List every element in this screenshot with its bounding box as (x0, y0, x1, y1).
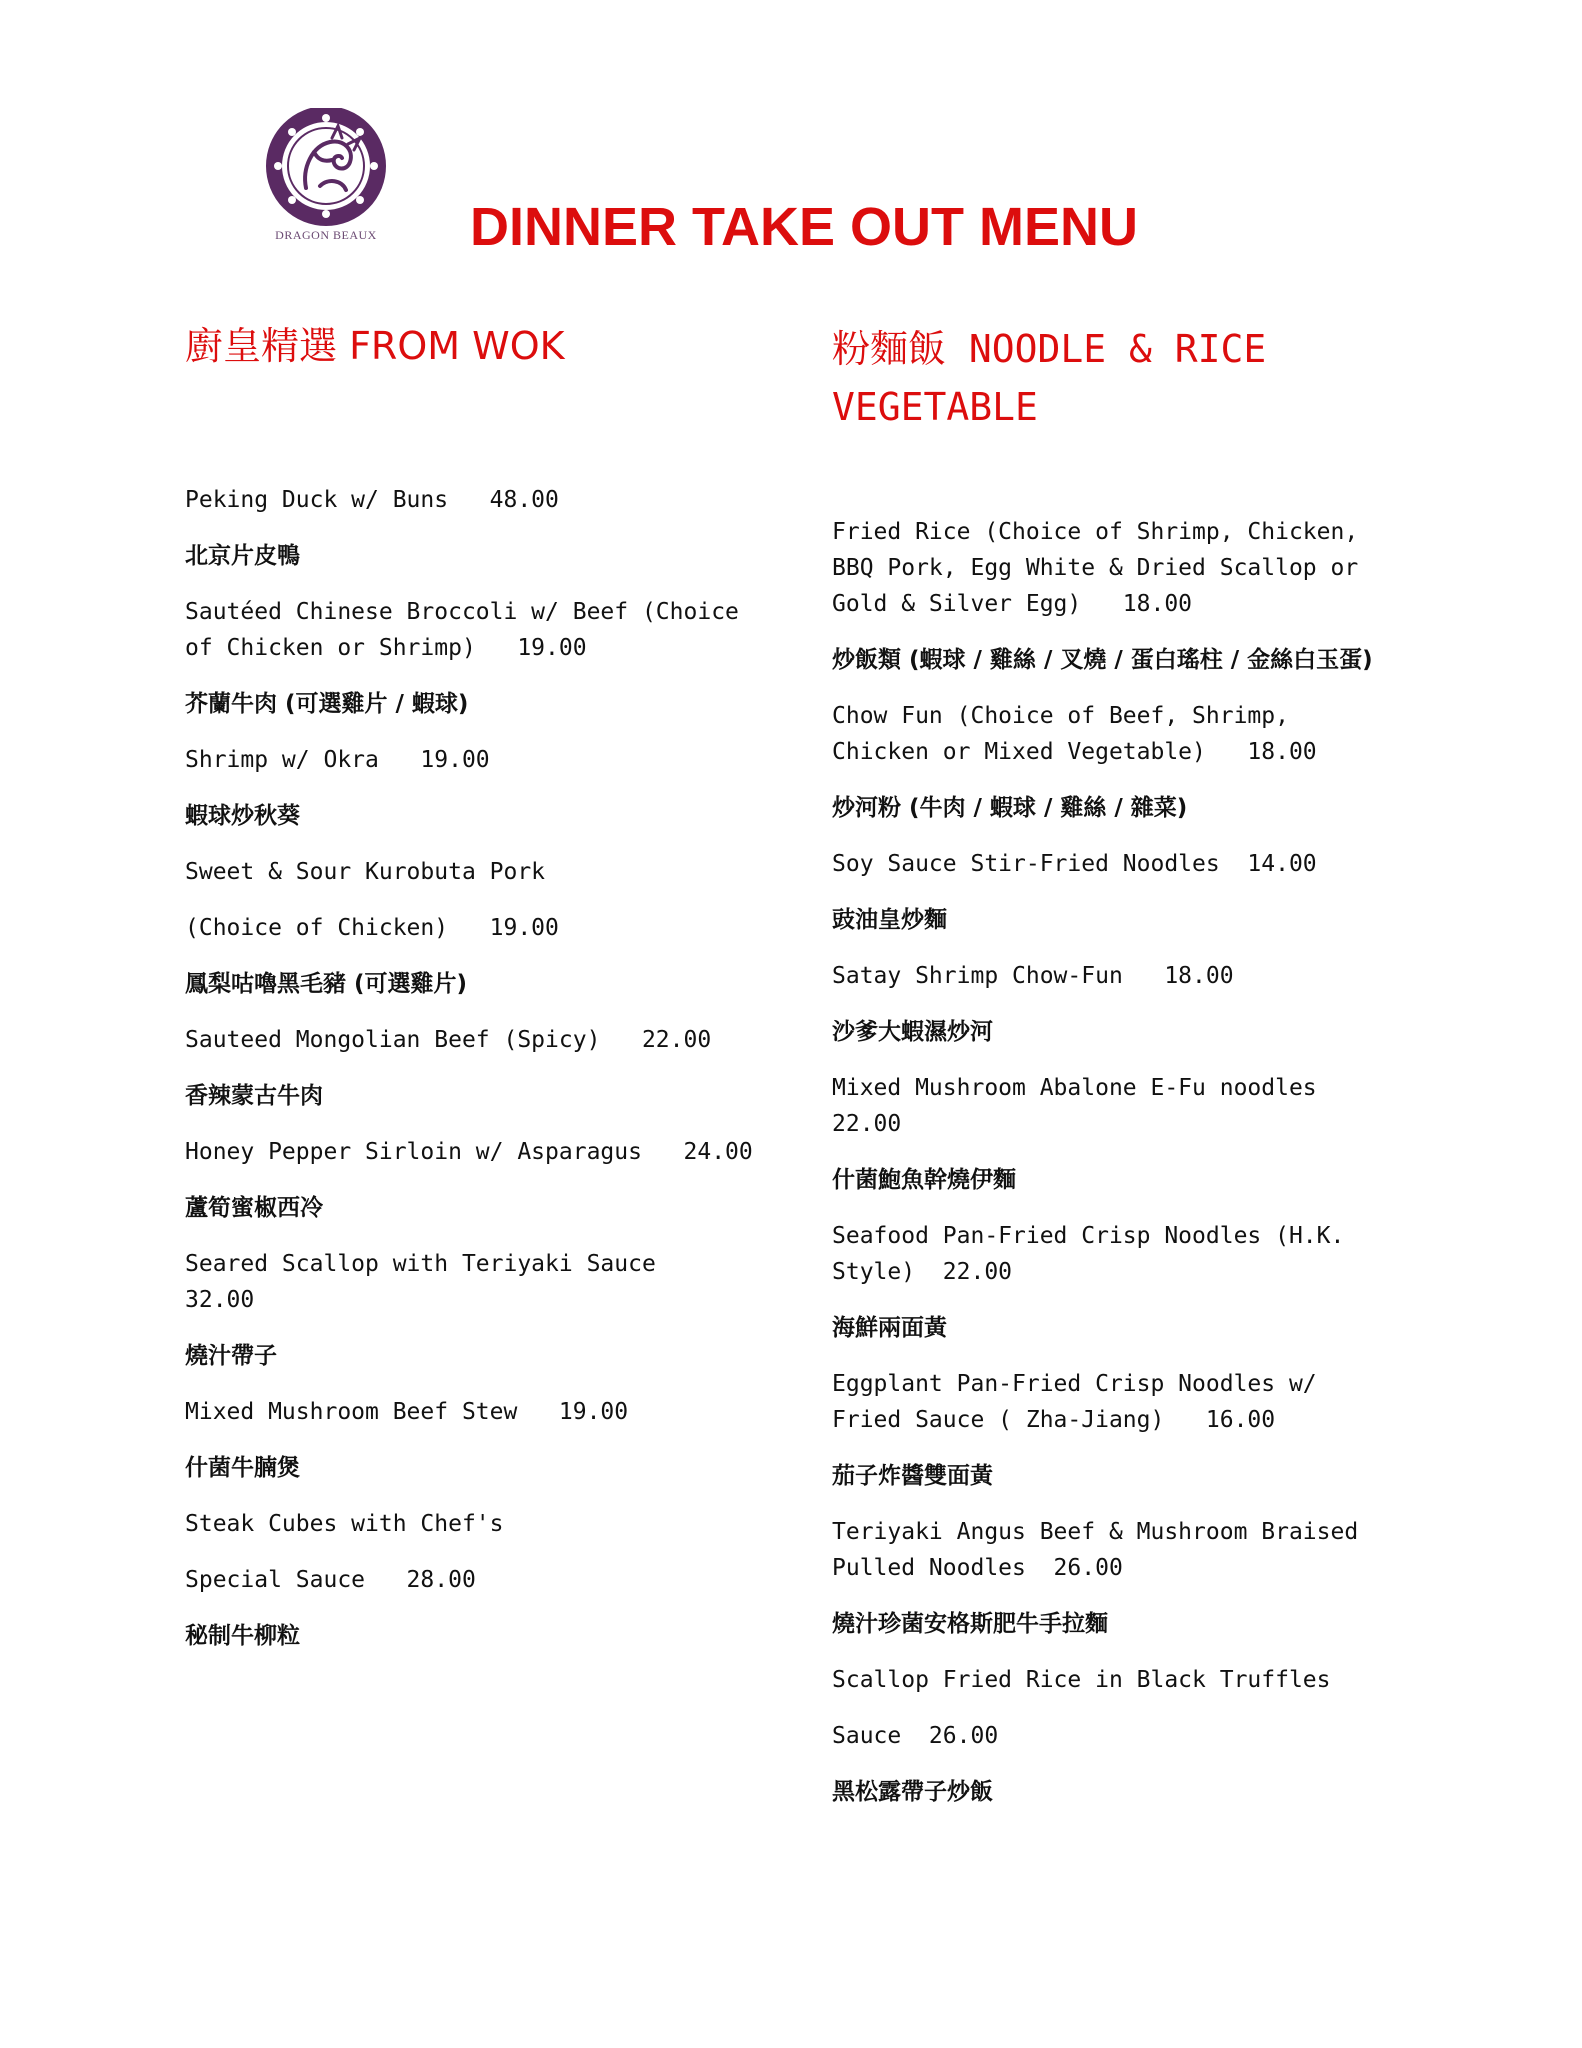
menu-item-chinese: 海鮮兩面黃 (832, 1315, 947, 1341)
menu-item-chinese: 燒汁帶子 (185, 1343, 277, 1369)
menu-item: Sauteed Mongolian Beef (Spicy) 22.00 (185, 1027, 712, 1053)
menu-item: Scallop Fried Rice in Black Truffles (832, 1667, 1331, 1693)
menu-item: Seared Scallop with Teriyaki Sauce 32.00 (185, 1251, 698, 1313)
menu-item-chinese: 炒河粉 (牛肉 / 蝦球 / 雞絲 / 雜菜) (832, 795, 1188, 821)
dragon-emblem-icon (262, 108, 390, 226)
menu-item: Soy Sauce Stir-Fried Noodles 14.00 (832, 851, 1317, 877)
menu-item: Steak Cubes with Chef's (185, 1511, 504, 1537)
logo-caption: DRAGON BEAUX (275, 228, 377, 242)
menu-item: Sauce 26.00 (832, 1723, 999, 1749)
menu-item: (Choice of Chicken) 19.00 (185, 915, 559, 941)
menu-item: Special Sauce 28.00 (185, 1567, 476, 1593)
menu-item: Sautéed Chinese Broccoli w/ Beef (Choice of Chicken or Shrimp) 19.00 (185, 599, 753, 661)
menu-item: Peking Duck w/ Buns 48.00 (185, 487, 559, 513)
menu-item-chinese: 黑松露帶子炒飯 (832, 1779, 993, 1805)
menu-item: Shrimp w/ Okra 19.00 (185, 747, 490, 773)
menu-item-chinese: 燒汁珍菌安格斯肥牛手拉麵 (832, 1611, 1108, 1637)
menu-item: Mixed Mushroom Abalone E-Fu noodles 22.00 (832, 1075, 1345, 1137)
menu-item-chinese: 芥蘭牛肉 (可選雞片 / 蝦球) (185, 691, 469, 717)
menu-item-chinese: 什菌牛腩煲 (185, 1455, 300, 1481)
from-wok-column (185, 320, 765, 1674)
menu-item-chinese: 蘆筍蜜椒西冷 (185, 1195, 323, 1221)
dragon-beaux-logo (262, 108, 390, 250)
menu-item: Mixed Mushroom Beef Stew 19.00 (185, 1399, 629, 1425)
menu-item: Chow Fun (Choice of Beef, Shrimp, Chicken or Mixed Vegetable) 18.00 (832, 703, 1317, 765)
menu-item-chinese: 鳳梨咕嚕黑毛豬 (可選雞片) (185, 971, 468, 997)
noodle-rice-column (832, 320, 1392, 1830)
menu-item-chinese: 茄子炸醬雙面黃 (832, 1463, 993, 1489)
menu-item-chinese: 什菌鮑魚幹燒伊麵 (832, 1167, 1016, 1193)
menu-item: Sweet & Sour Kurobuta Pork (185, 859, 546, 885)
menu-item-chinese: 香辣蒙古牛肉 (185, 1083, 323, 1109)
menu-item: Satay Shrimp Chow-Fun 18.00 (832, 963, 1234, 989)
menu-item-chinese: 豉油皇炒麵 (832, 907, 947, 933)
menu-item-chinese: 北京片皮鴨 (185, 543, 300, 569)
section-heading-noodle-rice: 粉麵飯 NOODLE & RICE VEGETABLE (832, 327, 1267, 429)
menu-item-chinese: 蝦球炒秋葵 (185, 803, 300, 829)
page-title: DINNER TAKE OUT MENU (470, 197, 1138, 257)
menu-item: Eggplant Pan-Fried Crisp Noodles w/ Fried Sauce ( Zha-Jiang) 16.00 (832, 1371, 1331, 1433)
menu-item-chinese: 秘制牛柳粒 (185, 1623, 300, 1649)
menu-item: Fried Rice (Choice of Shrimp, Chicken, BBQ Pork, Egg White & Dried Scallop or Gold & Silver Egg) 18.00 (832, 519, 1373, 617)
noodle-rice-menu-list (832, 514, 1392, 1810)
menu-item: Seafood Pan-Fried Crisp Noodles (H.K. Style) 22.00 (832, 1223, 1359, 1285)
menu-item: Honey Pepper Sirloin w/ Asparagus 24.00 (185, 1139, 753, 1165)
section-heading-from-wok: 廚皇精選 FROM WOK (185, 324, 565, 368)
from-wok-menu-list (185, 482, 765, 1654)
menu-item-chinese: 沙爹大蝦濕炒河 (832, 1019, 993, 1045)
menu-item-chinese: 炒飯類 (蝦球 / 雞絲 / 叉燒 / 蛋白瑤柱 / 金絲白玉蛋) (832, 647, 1373, 673)
menu-item: Teriyaki Angus Beef & Mushroom Braised Pulled Noodles 26.00 (832, 1519, 1373, 1581)
